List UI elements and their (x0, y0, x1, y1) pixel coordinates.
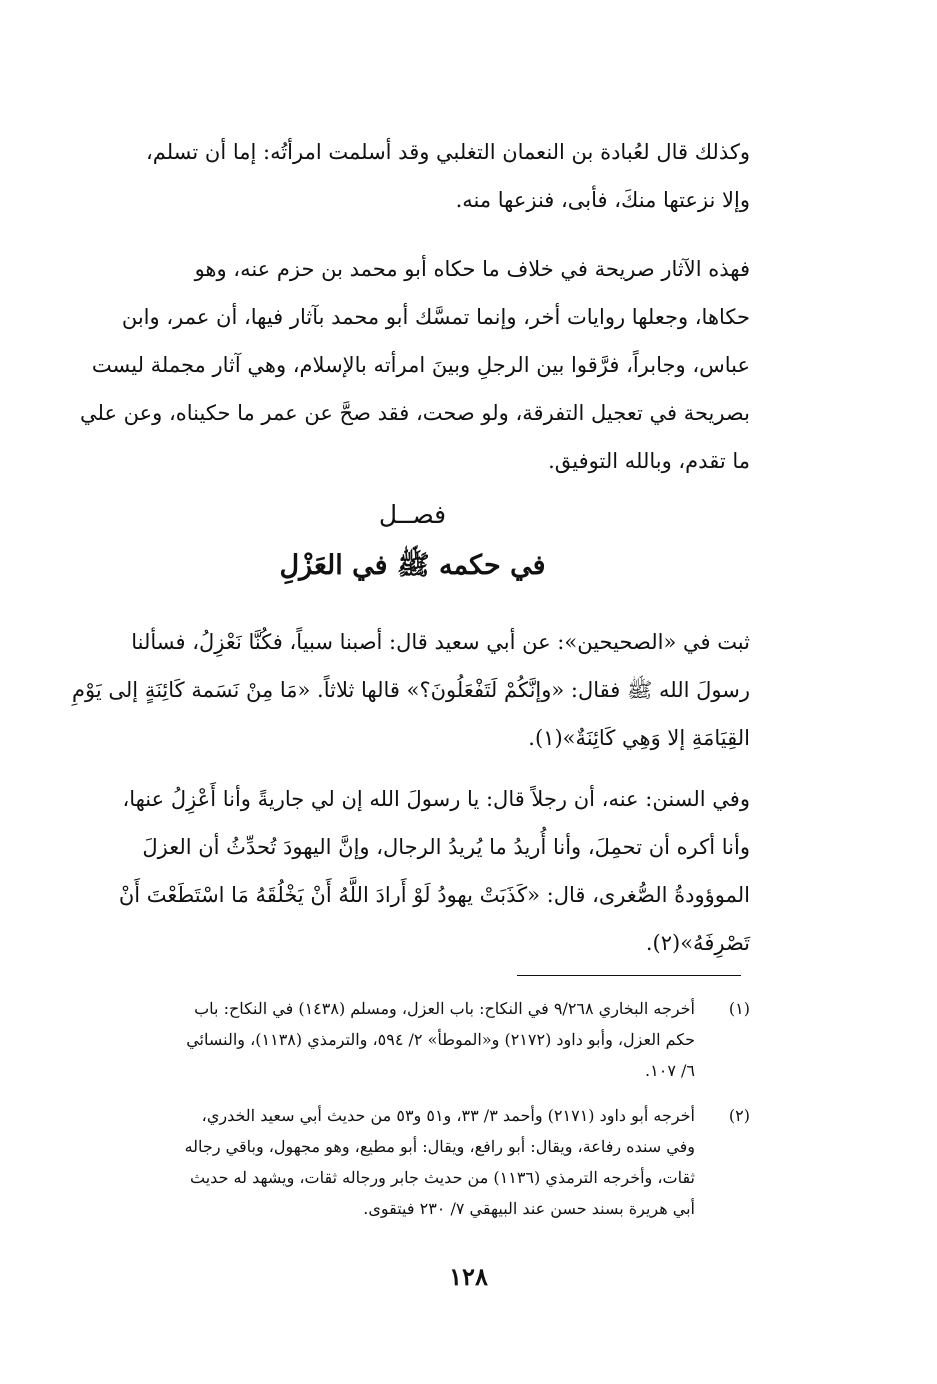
text-line: الموؤودةُ الصُّغرى، قال: «كَذَبَتْ يهودُ لَوْ أَرادَ اللَّهُ أَنْ يَخْلُقَهُ مَا اسْتَطَعْتَ أَنْ (118, 883, 750, 907)
footnote-line: أخرجه البخاري ٩/٢٦٨ في النكاح: باب العزل، ومسلم (١٤٣٨) في النكاح: باب (194, 999, 695, 1018)
section-title: فصــل (378, 500, 447, 529)
text-line: حكاها، وجعلها روايات أخر، وإنما تمسَّك أبو محمد بآثار فيها، أن عمر، وابن (121, 305, 750, 329)
text-line: القِيَامَةِ إلا وَهِي كَائِنَةٌ»(١). (528, 726, 750, 750)
footnote-line: وفي سنده رفاعة، ويقال: أبو رافع، ويقال: أبو مطيع، وهو مجهول، وباقي رجاله (184, 1137, 695, 1156)
text-line: فهذه الآثار صريحة في خلاف ما حكاه أبو محمد بن حزم عنه، وهو (194, 257, 750, 281)
paragraph-4 (75, 775, 750, 967)
paragraph-3 (72, 618, 750, 762)
text-line: وفي السنن: عنه، أن رجلاً قال: يا رسولَ الله إن لي جاريةً وأنا أَعْزِلُ عنها، (122, 787, 750, 811)
text-line: رسولَ الله ﷺ فقال: «وإنَّكُمْ لَتَفْعَلُونَ؟» قالها ثلاثاً. «مَا مِنْ نَسَمة كَائِنَةٍ إلى يَوْمِ (72, 678, 750, 702)
footnote-line: حكم العزل، وأبو داود (٢١٧٢) و«الموطأ» ٢/ ٥٩٤، والترمذي (١١٣٨)، والنسائي (186, 1030, 695, 1049)
page-number: ١٢٨ (449, 1262, 488, 1291)
footnote-line: أخرجه أبو داود (٢١٧١) وأحمد ٣/ ٣٣، و٥١ و٥٣ من حديث أبي سعيد الخدري، (201, 1106, 695, 1125)
text-line: وإلا نزعتها منكَ، فأبى، فنزعها منه. (455, 188, 750, 212)
paragraph-1 (75, 128, 750, 224)
footnote-line: أبي هريرة بسند حسن عند البيهقي ٧/ ٢٣٠ فيتقوى. (363, 1199, 695, 1218)
text-line: وأنا أكره أن تحمِلَ، وأنا أُريدُ ما يُريدُ الرجال، وإنَّ اليهودَ تُحدِّثُ أن العزلَ (142, 835, 750, 859)
text-line: ثبت في «الصحيحين»: عن أبي سعيد قال: أصبنا سبياً، فكُنَّا نَعْزِلُ، فسألنا (131, 630, 750, 654)
text-line: تَصْرِفَهُ»(٢). (645, 931, 750, 955)
text-line: بصريحة في تعجيل التفرقة، ولو صحت، فقد صحَّ عن عمر ما حكيناه، وعن علي (80, 401, 750, 425)
footnote-line: ثقات، وأخرجه الترمذي (١١٣٦) من حديث جابر ورجاله ثقات، ويشهد له حديث (190, 1168, 695, 1187)
section-subtitle: في حكمه ﷺ في العَزْلِ (279, 550, 546, 581)
footnote-number: (٢) (728, 1106, 750, 1125)
text-line: ما تقدم، وبالله التوفيق. (548, 449, 750, 473)
footnote-line: ٦/ ١٠٧. (645, 1061, 695, 1080)
footnote-number: (١) (728, 999, 750, 1018)
text-line: وكذلك قال لعُبادة بن النعمان التغلبي وقد أسلمت امرأتُه: إما أن تسلم، (145, 140, 750, 164)
footnote-separator (517, 975, 741, 976)
paragraph-2 (75, 245, 750, 485)
footnote-2 (75, 1100, 750, 1224)
footnote-1 (75, 993, 750, 1086)
text-line: عباس، وجابراً، فرَّقوا بين الرجلِ وبينَ امرأته بالإسلام، وهي آثار مجملة ليست (91, 353, 750, 377)
